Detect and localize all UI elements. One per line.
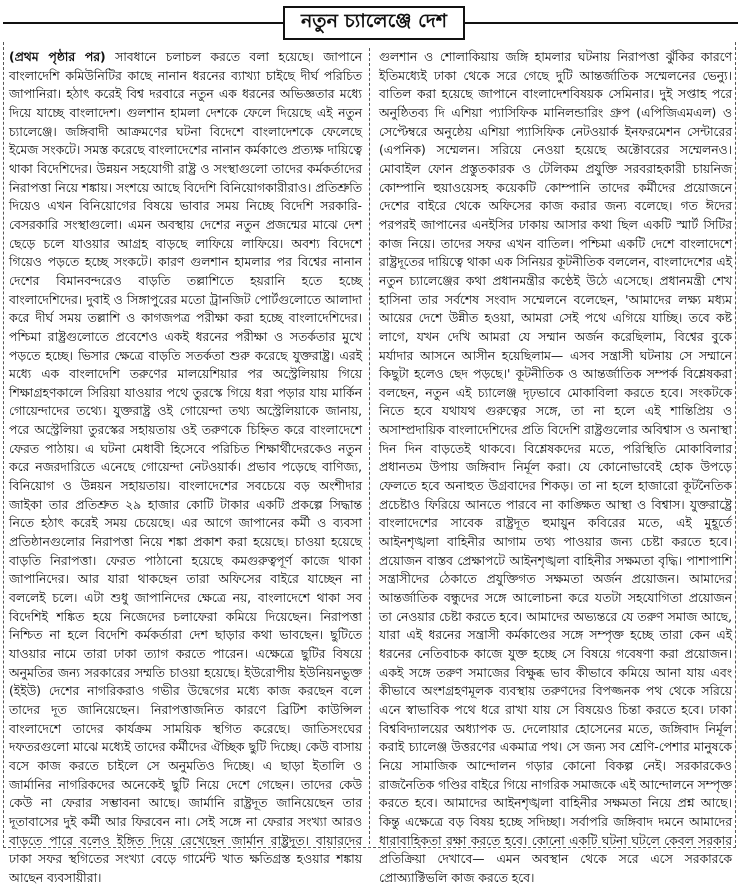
article-column-left <box>9 48 362 885</box>
right-column-text: গুলশান ও শোলাকিয়ায় জঙ্গি হামলার ঘটনায় নিরাপত্তা ঝুঁকির কারণে ইতিমধ্যেই ঢাকা থেকে সরে গেছে দুটি আন্তর্জাতিক সম্মেলনের ভেন্যু। বাতিল করা হয়েছে জাপানে বাংলাদেশবিষয়ক সেমিনার। দুই সপ্তাহ পরে অনুষ্ঠিতব্য দি এশিয়া প্যাসিফিক মানিলন্ডারিং গ্রুপ (এপিজিএমএল) ও সেপ্টেম্বরে অনুষ্ঠেয় এশিয়া প্যাসিফিক নেটওয়ার্ক ইনফরমেশন সেন্টারের (এপনিক) সম্মেলন। সরিয়ে নেওয়া হয়েছে অক্টোবরের সম্মেলনও। মোবাইল ফোন প্রস্তুতকারক ও টেলিকম প্রযুক্তি সরবরাহকারী চায়নিজ কোম্পানি হুয়াওয়েসহ কয়েকটি কোম্পানি তাদের কর্মীদের প্রয়োজনে দেশের বাইরে থেকে অফিসের কাজ করার জন্য বলেছে। গত ঈদের পরপরই জাপানের এনইসির ঢাকায় আসার কথা ছিল একটি স্মার্ট সিটির কাজ নিয়ে। তাদের সফর এখন বাতিল। পশ্চিমা একটি দেশে বাংলাদেশে রাষ্ট্রদূতের দায়িত্বে থাকা এক সিনিয়র কূটনীতিক বললেন, বাংলাদেশের এই নতুন চ্যালেঞ্জের কথা প্রধানমন্ত্রীর কণ্ঠেই উঠে এসেছে। প্রধানমন্ত্রী শেখ হাসিনা তার সর্বশেষ সংবাদ সম্মেলনে বলেছেন, 'আমাদের লক্ষ্য মধ্যম আয়ের দেশে উন্নীত হওয়া, আমরা সেই পথে এগিয়ে যাচ্ছি। তবে কষ্ট লাগে, যখন দেখি আমরা যে সম্মান অর্জন করেছিলাম, বিশ্বের বুকে মর্যাদার আসনে আসীন হয়েছিলাম— এসব সন্ত্রাসী ঘটনায় সে সম্মানে কিছুটা হলেও ছেদ পড়ছে।' কূটনীতিক ও আন্তর্জাতিক সম্পর্ক বিশ্লেষকরা বলছেন, নতুন এই চ্যালেঞ্জ দৃঢ়ভাবে মোকাবিলা করতে হবে। সংকটকে নিতে হবে যথাযথ গুরুত্বের সঙ্গে, তা না হলে এই শান্তিপ্রিয় ও অসাম্প্রদায়িক বাংলাদেশিদের প্রতি বিদেশি রাষ্ট্রগুলোর অবিশ্বাস ও অনাস্থা দিন দিন বাড়তেই থাকবে। বিশ্লেষকদের মতে, পরিস্থিতি মোকাবিলার প্রধানতম উপায় জঙ্গিবাদ নির্মূল করা। যে কোনোভাবেই হোক উপড়ে ফেলতে হবে অনাহুত উগ্রবাদের শিকড়। তা না হলে হাজারো কূটনৈতিক প্রচেষ্টাও ফিরিয়ে আনতে পারবে না কাঙ্ক্ষিত আস্থা ও বিশ্বাস। যুক্তরাষ্ট্রে বাংলাদেশের সাবেক রাষ্ট্রদূত হুমায়ুন কবিরের মতে, এই মুহূর্তে আইনশৃঙ্খলা বাহিনীর আগাম তথ্য পাওয়ার জন্য চেষ্টা করতে হবে। প্রয়োজন বাস্তব প্রেক্ষাপটে আইনশৃঙ্খলা বাহিনীর সক্ষমতা বৃদ্ধি। পাশাপাশি সন্ত্রাসীদের ঠেকাতে প্রযুক্তিগত সক্ষমতা অর্জন প্রয়োজন। আমাদের আন্তর্জাতিক বন্ধুদের সঙ্গে আলোচনা করে যতটা সহযোগিতা প্রয়োজন তা নেওয়ার চেষ্টা করতে হবে। আমাদের অভ্যন্তরে যে তরুণ সমাজ আছে, যারা এই ধরনের সন্ত্রাসী কর্মকাণ্ডের সঙ্গে সম্পৃক্ত হচ্ছে তারা কেন এই ধরনের নেতিবাচক কাজে যুক্ত হচ্ছে সে বিষয়ে গবেষণা করা প্রয়োজন। একই সঙ্গে তরুণ সমাজের বিক্ষুব্ধ ভাব কীভাবে কমিয়ে আনা যায় এবং কীভাবে অংশগ্রহণমূলক ব্যবস্থায় তরুণদের বিপজ্জনক পথ থেকে সরিয়ে এনে স্বাভাবিক পথে ধরে রাখা যায় সে বিষয়েও চিন্তা করতে হবে। ঢাকা বিশ্ববিদ্যালয়ের অধ্যাপক ড. দেলোয়ার হোসেনের মতে, জঙ্গিবাদ নির্মূল করাই চ্যালেঞ্জ উত্তরণের একমাত্র পথ। সে জন্য সব শ্রেণি-পেশার মানুষকে নিয়ে সামাজিক আন্দোলন গড়ার কোনো বিকল্প নেই। সরকারকেও রাজনৈতিক গণ্ডির বাইরে গিয়ে নাগরিক সমাজকে এই আন্দোলনে সম্পৃক্ত করতে হবে। আমাদের আইনশৃঙ্খলা বাহিনীর সক্ষমতা নিয়ে প্রশ্ন আছে। কিন্তু এক্ষেত্রে বড় বিষয় হচ্ছে সদিচ্ছা। সর্বাপরি জঙ্গিবাদ দমনে আমাদের ধারাবাহিকতা রক্ষা করতে হবে। কোনো একটি ঘটনা ঘটলে কেবল সরকার প্রতিক্রিয়া দেখাবে— এমন অবস্থান থেকে সরে এসে সরকারকে প্রোঅ্যাক্টিভলি কাজ করতে হবে। <box>379 50 732 885</box>
column-divider <box>369 48 370 844</box>
headline: নতুন চ্যালেঞ্জে দেশ <box>283 6 465 40</box>
left-column-text: সাবধানে চলাচল করতে বলা হয়েছে। জাপানে বাংলাদেশি কমিউনিটির কাছে নানান ধরনের ব্যাখ্যা চাইছে দীর্ঘ পরিচিত জাপানিরা। হঠাৎ করেই বিশ্ব দরবারে নতুন এক ধরনের অভিজ্ঞতার মধ্যে দিয়ে যাচ্ছে বাংলাদেশ। গুলশান হামলা দেশকে ফেলে দিয়েছে এই নতুন চ্যালেঞ্জে। জঙ্গিবাদী আক্রমণের ঘটনা বিদেশে বাংলাদেশকে ফেলেছে ইমেজ সংকটে। সমস্ত করেছে বাংলাদেশের নানান কর্মকাণ্ডে প্রত্যক্ষ দায়িত্বে থাকা বিদেশিদের। উন্নয়ন সহযোগী রাষ্ট্র ও সংস্থাগুলো তাদের কর্মকর্তাদের নিরাপত্তা নিয়ে শঙ্কায়। সংশয়ে আছে বিদেশি বিনিয়োগকারীরাও। প্রতিশ্রুতি দিয়েও এখন বিনিয়োগের বিষয়ে ভাবার সময় নিচ্ছে বিদেশি সরকারি-বেসরকারি সংস্থাগুলো। এমন অবস্থায় দেশের নতুন প্রজন্মের মাঝে দেশ ছেড়ে চলে যাওয়ার আগ্রহ বাড়ছে লাফিয়ে লাফিয়ে। অবশ্য বিদেশে গিয়েও পড়তে হচ্ছে সংকটে। কারণ গুলশান হামলার পর বিশ্বের নানান দেশের বিমানবন্দরেও বাড়তি তল্লাশিতে হয়রানি হতে হচ্ছে বাংলাদেশিদের। দুবাই ও সিঙ্গাপুরের মতো ট্রানজিট পোর্টগুলোতে আলাদা করে দীর্ঘ সময় তল্লাশি ও কাগজপত্র পরীক্ষা করা হচ্ছে বাংলাদেশিদের। পশ্চিমা রাষ্ট্রগুলোতে প্রবেশেও একই ধরনের পরীক্ষা ও সতর্কতার মুখে পড়তে হচ্ছে। ভিসার ক্ষেত্রে বাড়তি সতর্কতা শুরু করেছে যুক্তরাষ্ট্র। এরই মধ্যে এক বাংলাদেশি তরুণের মালয়েশিয়ার পর অস্ট্রেলিয়ায় গিয়ে শিক্ষাগ্রহণকালে সিরিয়া যাওয়ার পথে তুরস্কে গিয়ে ধরা পড়ার যায় মার্কিন গোয়েন্দাদের তথ্যে। যুক্তরাষ্ট্র ওই গোয়েন্দা তথ্য অস্ট্রেলিয়াকে জানায়, পরে অস্ট্রেলিয়া তুরস্কের সহায়তায় ওই তরুণকে চিহ্নিত করে বাংলাদেশে ফেরত পাঠায়। এ ঘটনা মেধাবী হিসেবে পরিচিত শিক্ষার্থীদেরকেও নতুন করে নজরদারিতে এনেছে গোয়েন্দা নেটওয়ার্ক। প্রভাব পড়েছে বাণিজ্য, বিনিয়োগ ও উন্নয়ন সহায়তায়। বাংলাদেশের সবচেয়ে বড় অংশীদার জাইকা তার প্রতিশ্রুত ২৯ হাজার কোটি টাকার একটি প্রকল্পে সিদ্ধান্ত নিতে হঠাৎ করেই সময় চেয়েছে। এর আগে জাপানের কর্মী ও ব্যবসা প্রতিষ্ঠানগুলোর নিরাপত্তা নিয়ে শঙ্কা প্রকাশ করা হয়েছে। চাওয়া হয়েছে বাড়তি নিরাপত্তা। ফেরত পাঠানো হয়েছে কমগুরুত্বপূর্ণ কাজে থাকা জাপানিদের। আর যারা থাকছেন তারা অফিসের বাইরে যাচ্ছেন না বললেই চলে। এটা শুধু জাপানিদের ক্ষেত্রে নয়, বাংলাদেশে থাকা সব বিদেশিই শঙ্কিত হয়ে নিজেদের চলাফেরা কমিয়ে দিয়েছেন। নিরাপত্তা নিশ্চিত না হলে বিদেশি কর্মকর্তারা দেশ ছাড়ার কথা ভাবছেন। ছুটিতে যাওয়ার নামে তারা ঢাকা ত্যাগ করতে পারেন। এক্ষেত্রে ছুটির বিষয়ে অনুমতির জন্য সরকারের সম্মতি চাওয়া হয়েছে। ইউরোপীয় ইউনিয়নভুক্ত (ইইউ) দেশের নাগরিকরাও গভীর উদ্বেগের মধ্যে কাজ করছেন বলে তাদের দূত জানিয়েছেন। নিরাপত্তাজনিত কারণে ব্রিটিশ কাউন্সিল বাংলাদেশে তাদের কার্যক্রম সাময়িক স্থগিত করেছে। জাতিসংঘের দফতরগুলো মাঝে মধ্যেই তাদের কর্মীদের ঐচ্ছিক ছুটি দিচ্ছে। কেউ বাসায় বসে কাজ করতে চাইলে সে অনুমতিও দিচ্ছে। এ ছাড়া ইতালি ও জার্মানির নাগরিকদের অনেকেই ছুটি নিয়ে দেশে গেছেন। তাদের কেউ কেউ না ফেরার সম্ভাবনা আছে। জার্মানি রাষ্ট্রদূত জানিয়েছেন তার দূতাবাসের দুই কর্মী আর ফিরবেন না। সেই সঙ্গে না ফেরার সংখ্যা আরও বাড়তে পারে বলেও ইঙ্গিত দিয়ে রেখেছেন জার্মান রাষ্ট্রদূত। বায়ারদের ঢাকা সফর স্থগিতের সংখ্যা বেড়ে গার্মেন্ট খাত ক্ষতিগ্রস্ত হওয়ার শঙ্কায় আছেন ব্যবসায়ীরা। <box>9 50 362 885</box>
article-column-right <box>379 48 732 885</box>
continued-from-front-page: (প্রথম পৃষ্ঠার পর) <box>9 50 106 64</box>
left-column-paragraph <box>9 48 362 888</box>
